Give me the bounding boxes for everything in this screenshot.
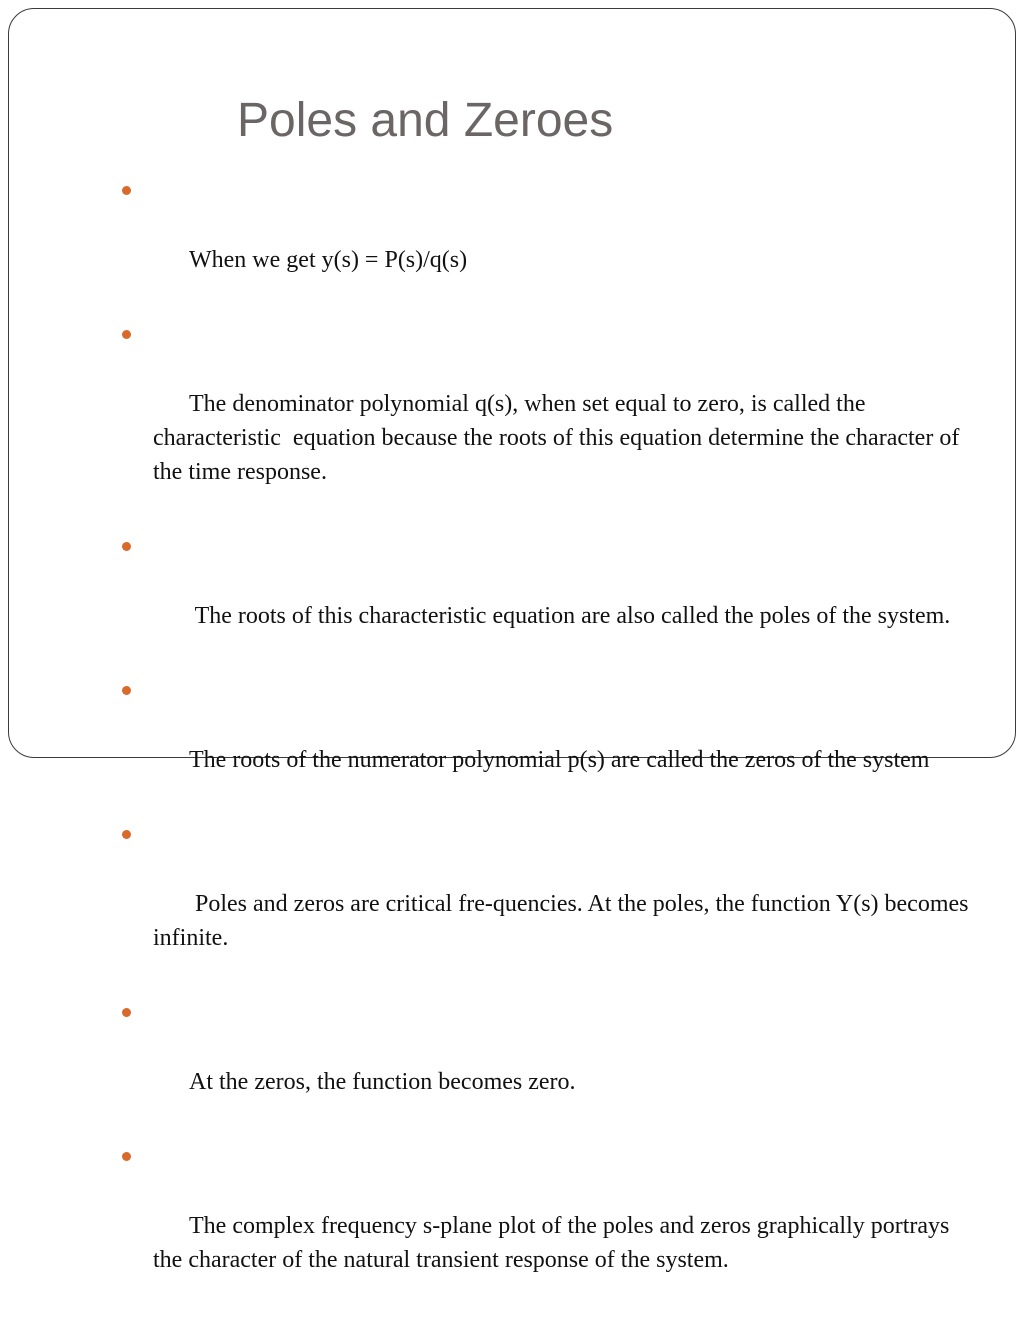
bullet-dot-icon: [122, 330, 131, 339]
bullet-text: Poles and zeros are critical fre-quencies. At the poles, the function Y(s) becomes infinite.: [153, 891, 975, 951]
bullet-dot-icon: [122, 542, 131, 551]
slide-title: Poles and Zeroes: [237, 94, 614, 147]
slide: [8, 8, 1016, 1273]
bullet-item: [121, 175, 971, 311]
bullet-dot-icon: [122, 1152, 131, 1161]
bullet-text: At the zeros, the function becomes zero.: [189, 1069, 576, 1095]
bullet-text: The roots of the numerator polynomial p(s) are called the zeros of the system: [189, 747, 930, 773]
bullet-text: The roots of this characteristic equation are also called the poles of the system.: [189, 603, 951, 629]
bullet-text: The denominator polynomial q(s), when set equal to zero, is called the characteristic equation because the roots of this equation determine the character of the time response.: [153, 391, 966, 485]
bullet-item: [121, 319, 971, 523]
bullet-text: When we get y(s) = P(s)/q(s): [189, 247, 468, 273]
bullet-item: [121, 675, 971, 811]
bullet-item: [121, 1141, 971, 1311]
bullet-dot-icon: [122, 1008, 131, 1017]
bullet-dot-icon: [122, 686, 131, 695]
bullet-dot-icon: [122, 830, 131, 839]
bullet-item: [121, 531, 971, 667]
bullet-item: [121, 819, 975, 989]
bullet-list: [121, 175, 975, 1319]
bullet-dot-icon: [122, 186, 131, 195]
bullet-item: [121, 997, 971, 1133]
bullet-text: The complex frequency s-plane plot of the poles and zeros graphically portrays the character of the natural transient response of the system.: [153, 1213, 956, 1273]
